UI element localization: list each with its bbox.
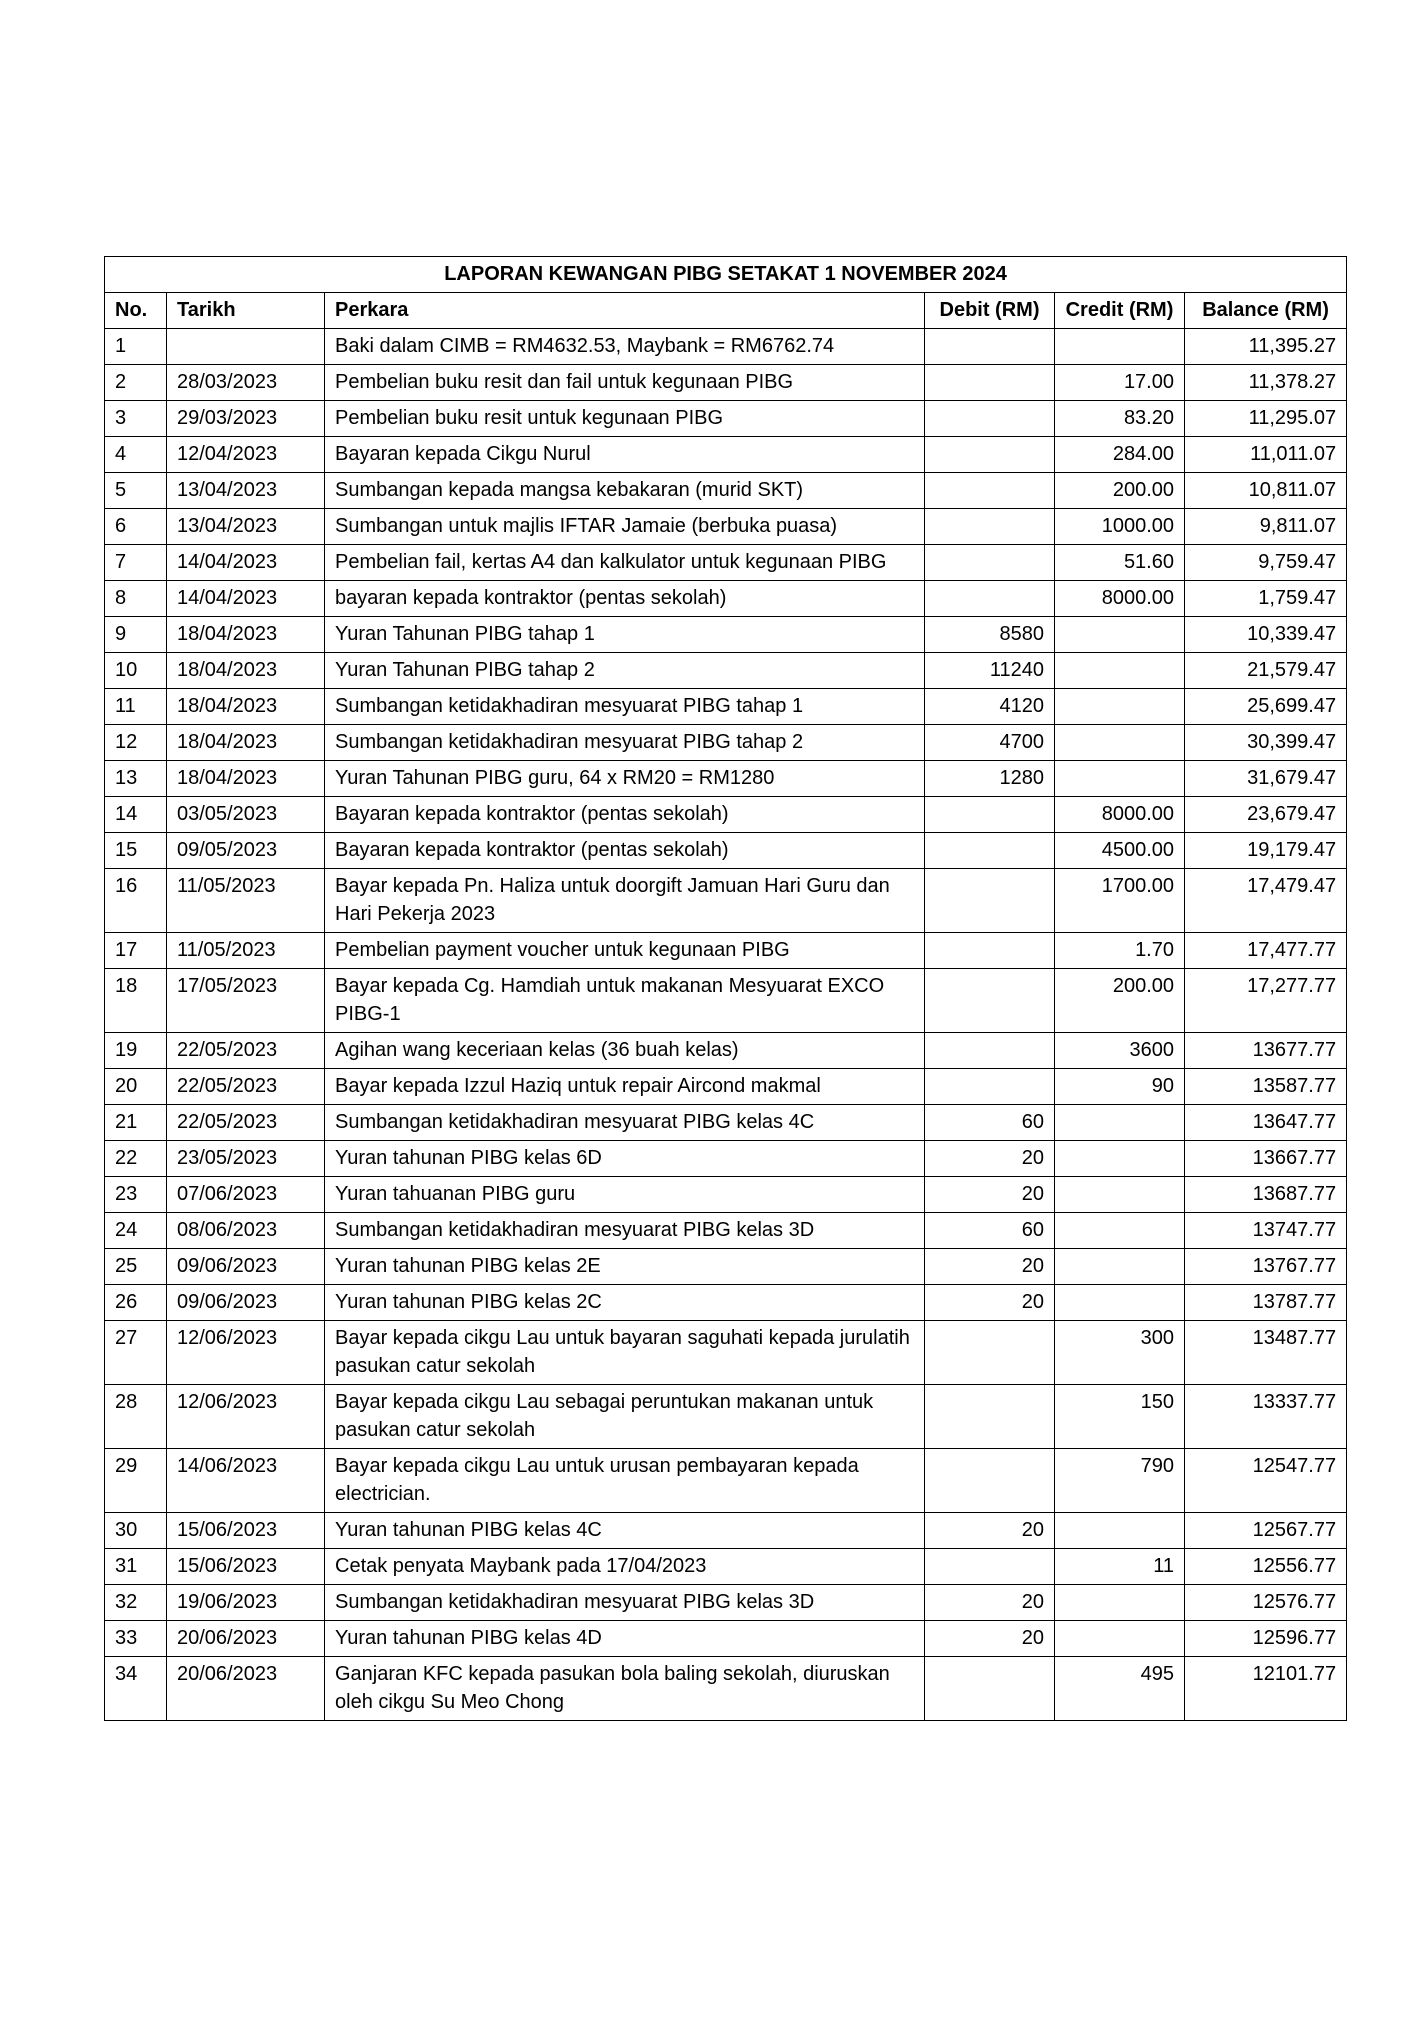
row-balance: 10,811.07 bbox=[1185, 473, 1347, 509]
row-balance: 13747.77 bbox=[1185, 1213, 1347, 1249]
row-debit: 8580 bbox=[925, 617, 1055, 653]
table-row bbox=[105, 1177, 1347, 1213]
row-item: Sumbangan ketidakhadiran mesyuarat PIBG tahap 1 bbox=[325, 689, 925, 725]
row-balance: 11,011.07 bbox=[1185, 437, 1347, 473]
row-item: Pembelian buku resit untuk kegunaan PIBG bbox=[325, 401, 925, 437]
row-credit bbox=[1055, 1513, 1185, 1549]
row-balance: 13667.77 bbox=[1185, 1141, 1347, 1177]
row-balance: 23,679.47 bbox=[1185, 797, 1347, 833]
row-balance: 10,339.47 bbox=[1185, 617, 1347, 653]
row-no: 10 bbox=[105, 653, 167, 689]
row-credit: 1.70 bbox=[1055, 933, 1185, 969]
row-credit: 51.60 bbox=[1055, 545, 1185, 581]
header-credit: Credit (RM) bbox=[1055, 293, 1185, 329]
row-item: Yuran tahunan PIBG kelas 4D bbox=[325, 1621, 925, 1657]
row-date bbox=[167, 329, 325, 365]
row-date: 19/06/2023 bbox=[167, 1585, 325, 1621]
row-balance: 13787.77 bbox=[1185, 1285, 1347, 1321]
row-no: 13 bbox=[105, 761, 167, 797]
row-no: 12 bbox=[105, 725, 167, 761]
row-date: 14/04/2023 bbox=[167, 545, 325, 581]
row-balance: 13687.77 bbox=[1185, 1177, 1347, 1213]
row-debit: 20 bbox=[925, 1249, 1055, 1285]
row-item: Yuran tahunan PIBG kelas 6D bbox=[325, 1141, 925, 1177]
row-balance: 11,395.27 bbox=[1185, 329, 1347, 365]
header-no: No. bbox=[105, 293, 167, 329]
row-no: 25 bbox=[105, 1249, 167, 1285]
row-date: 13/04/2023 bbox=[167, 473, 325, 509]
row-balance: 1,759.47 bbox=[1185, 581, 1347, 617]
row-date: 08/06/2023 bbox=[167, 1213, 325, 1249]
table-row bbox=[105, 509, 1347, 545]
row-date: 12/06/2023 bbox=[167, 1385, 325, 1449]
row-debit bbox=[925, 437, 1055, 473]
row-balance: 25,699.47 bbox=[1185, 689, 1347, 725]
row-balance: 17,477.77 bbox=[1185, 933, 1347, 969]
row-debit: 1280 bbox=[925, 761, 1055, 797]
row-date: 22/05/2023 bbox=[167, 1033, 325, 1069]
row-credit: 495 bbox=[1055, 1657, 1185, 1721]
row-balance: 12567.77 bbox=[1185, 1513, 1347, 1549]
table-row bbox=[105, 1657, 1347, 1721]
row-date: 12/06/2023 bbox=[167, 1321, 325, 1385]
row-no: 16 bbox=[105, 869, 167, 933]
row-date: 09/05/2023 bbox=[167, 833, 325, 869]
header-item: Perkara bbox=[325, 293, 925, 329]
row-item: Sumbangan untuk majlis IFTAR Jamaie (berbuka puasa) bbox=[325, 509, 925, 545]
row-date: 18/04/2023 bbox=[167, 725, 325, 761]
row-item: Sumbangan ketidakhadiran mesyuarat PIBG kelas 3D bbox=[325, 1585, 925, 1621]
table-row bbox=[105, 1621, 1347, 1657]
row-credit: 284.00 bbox=[1055, 437, 1185, 473]
row-no: 34 bbox=[105, 1657, 167, 1721]
row-no: 29 bbox=[105, 1449, 167, 1513]
row-item: Yuran Tahunan PIBG guru, 64 x RM20 = RM1280 bbox=[325, 761, 925, 797]
row-debit bbox=[925, 473, 1055, 509]
row-debit bbox=[925, 545, 1055, 581]
row-item: Bayar kepada cikgu Lau sebagai peruntukan makanan untuk pasukan catur sekolah bbox=[325, 1385, 925, 1449]
row-item: Yuran tahunan PIBG kelas 2C bbox=[325, 1285, 925, 1321]
row-debit: 60 bbox=[925, 1213, 1055, 1249]
row-no: 8 bbox=[105, 581, 167, 617]
row-item: bayaran kepada kontraktor (pentas sekolah) bbox=[325, 581, 925, 617]
row-balance: 13587.77 bbox=[1185, 1069, 1347, 1105]
row-debit bbox=[925, 869, 1055, 933]
row-date: 18/04/2023 bbox=[167, 617, 325, 653]
row-item: Pembelian fail, kertas A4 dan kalkulator untuk kegunaan PIBG bbox=[325, 545, 925, 581]
row-date: 22/05/2023 bbox=[167, 1105, 325, 1141]
row-credit: 200.00 bbox=[1055, 969, 1185, 1033]
row-credit bbox=[1055, 617, 1185, 653]
table-row bbox=[105, 1105, 1347, 1141]
table-row bbox=[105, 581, 1347, 617]
row-debit bbox=[925, 1385, 1055, 1449]
table-row bbox=[105, 1385, 1347, 1449]
row-credit bbox=[1055, 725, 1185, 761]
row-balance: 12576.77 bbox=[1185, 1585, 1347, 1621]
row-item: Bayaran kepada kontraktor (pentas sekolah) bbox=[325, 833, 925, 869]
row-date: 23/05/2023 bbox=[167, 1141, 325, 1177]
row-debit bbox=[925, 509, 1055, 545]
row-item: Yuran tahuanan PIBG guru bbox=[325, 1177, 925, 1213]
report-body bbox=[105, 329, 1347, 1721]
row-debit bbox=[925, 329, 1055, 365]
row-date: 14/04/2023 bbox=[167, 581, 325, 617]
row-debit bbox=[925, 933, 1055, 969]
row-date: 20/06/2023 bbox=[167, 1657, 325, 1721]
row-date: 15/06/2023 bbox=[167, 1513, 325, 1549]
table-row bbox=[105, 617, 1347, 653]
row-date: 14/06/2023 bbox=[167, 1449, 325, 1513]
table-row bbox=[105, 761, 1347, 797]
row-no: 9 bbox=[105, 617, 167, 653]
row-credit bbox=[1055, 1585, 1185, 1621]
row-date: 12/04/2023 bbox=[167, 437, 325, 473]
row-date: 09/06/2023 bbox=[167, 1249, 325, 1285]
row-item: Pembelian payment voucher untuk kegunaan PIBG bbox=[325, 933, 925, 969]
row-debit: 20 bbox=[925, 1285, 1055, 1321]
row-item: Baki dalam CIMB = RM4632.53, Maybank = RM6762.74 bbox=[325, 329, 925, 365]
title-row bbox=[105, 257, 1347, 293]
table-row bbox=[105, 1033, 1347, 1069]
row-balance: 13677.77 bbox=[1185, 1033, 1347, 1069]
row-debit: 4700 bbox=[925, 725, 1055, 761]
row-credit: 1700.00 bbox=[1055, 869, 1185, 933]
row-item: Pembelian buku resit dan fail untuk kegunaan PIBG bbox=[325, 365, 925, 401]
row-no: 23 bbox=[105, 1177, 167, 1213]
table-row bbox=[105, 1321, 1347, 1385]
table-row bbox=[105, 1449, 1347, 1513]
row-item: Bayar kepada cikgu Lau untuk bayaran saguhati kepada jurulatih pasukan catur sekolah bbox=[325, 1321, 925, 1385]
row-balance: 11,295.07 bbox=[1185, 401, 1347, 437]
row-credit: 150 bbox=[1055, 1385, 1185, 1449]
row-debit bbox=[925, 1033, 1055, 1069]
row-credit bbox=[1055, 1249, 1185, 1285]
row-credit: 200.00 bbox=[1055, 473, 1185, 509]
row-item: Bayar kepada Cg. Hamdiah untuk makanan Mesyuarat EXCO PIBG-1 bbox=[325, 969, 925, 1033]
row-credit bbox=[1055, 1141, 1185, 1177]
row-item: Agihan wang keceriaan kelas (36 buah kelas) bbox=[325, 1033, 925, 1069]
row-debit: 11240 bbox=[925, 653, 1055, 689]
table-row bbox=[105, 1549, 1347, 1585]
row-debit bbox=[925, 1657, 1055, 1721]
row-no: 21 bbox=[105, 1105, 167, 1141]
row-no: 11 bbox=[105, 689, 167, 725]
table-row bbox=[105, 1585, 1347, 1621]
row-date: 11/05/2023 bbox=[167, 869, 325, 933]
row-balance: 9,759.47 bbox=[1185, 545, 1347, 581]
table-row bbox=[105, 797, 1347, 833]
row-debit: 4120 bbox=[925, 689, 1055, 725]
row-date: 18/04/2023 bbox=[167, 689, 325, 725]
row-item: Sumbangan ketidakhadiran mesyuarat PIBG tahap 2 bbox=[325, 725, 925, 761]
row-no: 26 bbox=[105, 1285, 167, 1321]
header-balance: Balance (RM) bbox=[1185, 293, 1347, 329]
row-no: 20 bbox=[105, 1069, 167, 1105]
row-item: Yuran tahunan PIBG kelas 2E bbox=[325, 1249, 925, 1285]
row-balance: 17,479.47 bbox=[1185, 869, 1347, 933]
row-debit bbox=[925, 1549, 1055, 1585]
row-no: 27 bbox=[105, 1321, 167, 1385]
row-credit bbox=[1055, 761, 1185, 797]
table-row bbox=[105, 933, 1347, 969]
row-balance: 12547.77 bbox=[1185, 1449, 1347, 1513]
row-credit: 90 bbox=[1055, 1069, 1185, 1105]
row-debit bbox=[925, 1321, 1055, 1385]
header-debit: Debit (RM) bbox=[925, 293, 1055, 329]
row-balance: 11,378.27 bbox=[1185, 365, 1347, 401]
row-date: 09/06/2023 bbox=[167, 1285, 325, 1321]
row-date: 18/04/2023 bbox=[167, 653, 325, 689]
report-title: LAPORAN KEWANGAN PIBG SETAKAT 1 NOVEMBER 2024 bbox=[105, 257, 1347, 293]
row-no: 6 bbox=[105, 509, 167, 545]
header-row bbox=[105, 293, 1347, 329]
row-item: Yuran Tahunan PIBG tahap 2 bbox=[325, 653, 925, 689]
table-row bbox=[105, 1213, 1347, 1249]
table-row bbox=[105, 1249, 1347, 1285]
row-balance: 13487.77 bbox=[1185, 1321, 1347, 1385]
table-row bbox=[105, 869, 1347, 933]
row-item: Bayar kepada Pn. Haliza untuk doorgift Jamuan Hari Guru dan Hari Pekerja 2023 bbox=[325, 869, 925, 933]
row-no: 15 bbox=[105, 833, 167, 869]
row-date: 03/05/2023 bbox=[167, 797, 325, 833]
row-balance: 30,399.47 bbox=[1185, 725, 1347, 761]
row-date: 07/06/2023 bbox=[167, 1177, 325, 1213]
row-credit: 790 bbox=[1055, 1449, 1185, 1513]
row-item: Bayaran kepada kontraktor (pentas sekolah) bbox=[325, 797, 925, 833]
row-no: 3 bbox=[105, 401, 167, 437]
row-credit: 83.20 bbox=[1055, 401, 1185, 437]
row-debit: 60 bbox=[925, 1105, 1055, 1141]
row-balance: 19,179.47 bbox=[1185, 833, 1347, 869]
row-date: 29/03/2023 bbox=[167, 401, 325, 437]
row-credit: 3600 bbox=[1055, 1033, 1185, 1069]
table-row bbox=[105, 1513, 1347, 1549]
row-debit bbox=[925, 797, 1055, 833]
row-balance: 9,811.07 bbox=[1185, 509, 1347, 545]
table-row bbox=[105, 725, 1347, 761]
row-no: 17 bbox=[105, 933, 167, 969]
row-credit bbox=[1055, 1213, 1185, 1249]
row-item: Yuran tahunan PIBG kelas 4C bbox=[325, 1513, 925, 1549]
row-debit bbox=[925, 1069, 1055, 1105]
row-debit bbox=[925, 833, 1055, 869]
row-item: Sumbangan ketidakhadiran mesyuarat PIBG kelas 4C bbox=[325, 1105, 925, 1141]
table-row bbox=[105, 1141, 1347, 1177]
row-debit bbox=[925, 969, 1055, 1033]
row-debit: 20 bbox=[925, 1621, 1055, 1657]
row-date: 22/05/2023 bbox=[167, 1069, 325, 1105]
row-item: Bayar kepada Izzul Haziq untuk repair Aircond makmal bbox=[325, 1069, 925, 1105]
row-credit bbox=[1055, 1105, 1185, 1141]
row-date: 28/03/2023 bbox=[167, 365, 325, 401]
row-credit: 1000.00 bbox=[1055, 509, 1185, 545]
row-debit bbox=[925, 1449, 1055, 1513]
row-item: Cetak penyata Maybank pada 17/04/2023 bbox=[325, 1549, 925, 1585]
row-date: 11/05/2023 bbox=[167, 933, 325, 969]
row-credit bbox=[1055, 653, 1185, 689]
row-balance: 13647.77 bbox=[1185, 1105, 1347, 1141]
row-credit bbox=[1055, 1285, 1185, 1321]
table-row bbox=[105, 1069, 1347, 1105]
row-no: 4 bbox=[105, 437, 167, 473]
row-balance: 21,579.47 bbox=[1185, 653, 1347, 689]
row-item: Sumbangan kepada mangsa kebakaran (murid SKT) bbox=[325, 473, 925, 509]
row-date: 20/06/2023 bbox=[167, 1621, 325, 1657]
row-credit: 8000.00 bbox=[1055, 581, 1185, 617]
row-credit bbox=[1055, 689, 1185, 725]
row-no: 14 bbox=[105, 797, 167, 833]
row-no: 30 bbox=[105, 1513, 167, 1549]
table-row bbox=[105, 329, 1347, 365]
table-row bbox=[105, 365, 1347, 401]
row-no: 22 bbox=[105, 1141, 167, 1177]
row-credit: 8000.00 bbox=[1055, 797, 1185, 833]
row-no: 31 bbox=[105, 1549, 167, 1585]
row-debit: 20 bbox=[925, 1141, 1055, 1177]
row-no: 5 bbox=[105, 473, 167, 509]
row-no: 32 bbox=[105, 1585, 167, 1621]
row-balance: 12556.77 bbox=[1185, 1549, 1347, 1585]
row-no: 7 bbox=[105, 545, 167, 581]
header-date: Tarikh bbox=[167, 293, 325, 329]
row-no: 28 bbox=[105, 1385, 167, 1449]
row-debit bbox=[925, 581, 1055, 617]
row-balance: 13767.77 bbox=[1185, 1249, 1347, 1285]
row-debit bbox=[925, 401, 1055, 437]
row-debit: 20 bbox=[925, 1513, 1055, 1549]
row-item: Bayar kepada cikgu Lau untuk urusan pembayaran kepada electrician. bbox=[325, 1449, 925, 1513]
row-no: 2 bbox=[105, 365, 167, 401]
row-credit: 17.00 bbox=[1055, 365, 1185, 401]
row-balance: 13337.77 bbox=[1185, 1385, 1347, 1449]
table-row bbox=[105, 833, 1347, 869]
row-debit: 20 bbox=[925, 1177, 1055, 1213]
table-row bbox=[105, 401, 1347, 437]
row-no: 18 bbox=[105, 969, 167, 1033]
table-row bbox=[105, 653, 1347, 689]
row-credit bbox=[1055, 329, 1185, 365]
table-row bbox=[105, 969, 1347, 1033]
table-row bbox=[105, 1285, 1347, 1321]
table-row bbox=[105, 545, 1347, 581]
row-debit: 20 bbox=[925, 1585, 1055, 1621]
row-balance: 17,277.77 bbox=[1185, 969, 1347, 1033]
row-date: 18/04/2023 bbox=[167, 761, 325, 797]
financial-report-table bbox=[104, 256, 1347, 1721]
row-debit bbox=[925, 365, 1055, 401]
row-credit: 300 bbox=[1055, 1321, 1185, 1385]
row-credit: 4500.00 bbox=[1055, 833, 1185, 869]
table-row bbox=[105, 437, 1347, 473]
row-date: 13/04/2023 bbox=[167, 509, 325, 545]
row-balance: 12596.77 bbox=[1185, 1621, 1347, 1657]
row-credit: 11 bbox=[1055, 1549, 1185, 1585]
row-no: 33 bbox=[105, 1621, 167, 1657]
row-item: Ganjaran KFC kepada pasukan bola baling sekolah, diuruskan oleh cikgu Su Meo Chong bbox=[325, 1657, 925, 1721]
row-item: Yuran Tahunan PIBG tahap 1 bbox=[325, 617, 925, 653]
table-row bbox=[105, 689, 1347, 725]
row-balance: 31,679.47 bbox=[1185, 761, 1347, 797]
row-no: 1 bbox=[105, 329, 167, 365]
row-balance: 12101.77 bbox=[1185, 1657, 1347, 1721]
row-credit bbox=[1055, 1621, 1185, 1657]
row-date: 15/06/2023 bbox=[167, 1549, 325, 1585]
row-item: Bayaran kepada Cikgu Nurul bbox=[325, 437, 925, 473]
row-no: 19 bbox=[105, 1033, 167, 1069]
row-date: 17/05/2023 bbox=[167, 969, 325, 1033]
row-credit bbox=[1055, 1177, 1185, 1213]
row-item: Sumbangan ketidakhadiran mesyuarat PIBG kelas 3D bbox=[325, 1213, 925, 1249]
table-row bbox=[105, 473, 1347, 509]
row-no: 24 bbox=[105, 1213, 167, 1249]
